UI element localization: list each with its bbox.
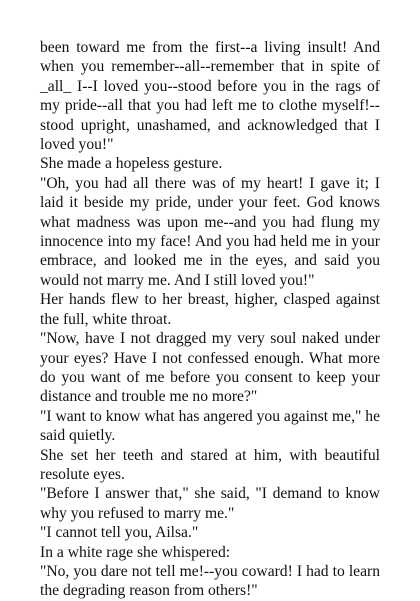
paragraph-4: Her hands flew to her breast, higher, clasped against the full, white throat. [40,291,380,328]
paragraph-8: "Before I answer that," she said, "I demand to know why you refused to marry me." [40,485,380,522]
paragraph-6: "I want to know what has angered you against me," he said quietly. [40,407,380,445]
paragraph-2: She made a hopeless gesture. [40,155,223,173]
paragraph-7: She set her teeth and stared at him, with beautiful resolute eyes. [40,446,380,483]
paragraph-1: been toward me from the first--a living insult! And when you remember--all--remember that in spite of _all_ I--I loved you--stood before you in the rags of my pride--all that you had left me to clothe myself!--stood upright, unashamed, and acknowledged that I loved you!" [40,39,380,154]
paragraph-5: "Now, have I not dragged my very soul naked under your eyes? Have I not confessed enough. What more do you want of me before you consent to keep your distance and trouble me no more?" [40,330,380,406]
paragraph-10: In a white rage she whispered: [40,543,231,561]
paragraph-3: "Oh, you had all there was of my heart! I gave it; I laid it beside my pride, under your feet. God knows what madness was upon me--and you had flung my innocence into my face! And you had held me in your embrace, and looked me in the eyes, and said you would not marry me. And I still loved you!" [40,174,380,289]
paragraph-11: "No, you dare not tell me!--you coward! I had to learn the degrading reason from others!" [40,562,380,600]
book-page [40,38,380,601]
paragraph-9: "I cannot tell you, Ailsa." [40,524,199,542]
